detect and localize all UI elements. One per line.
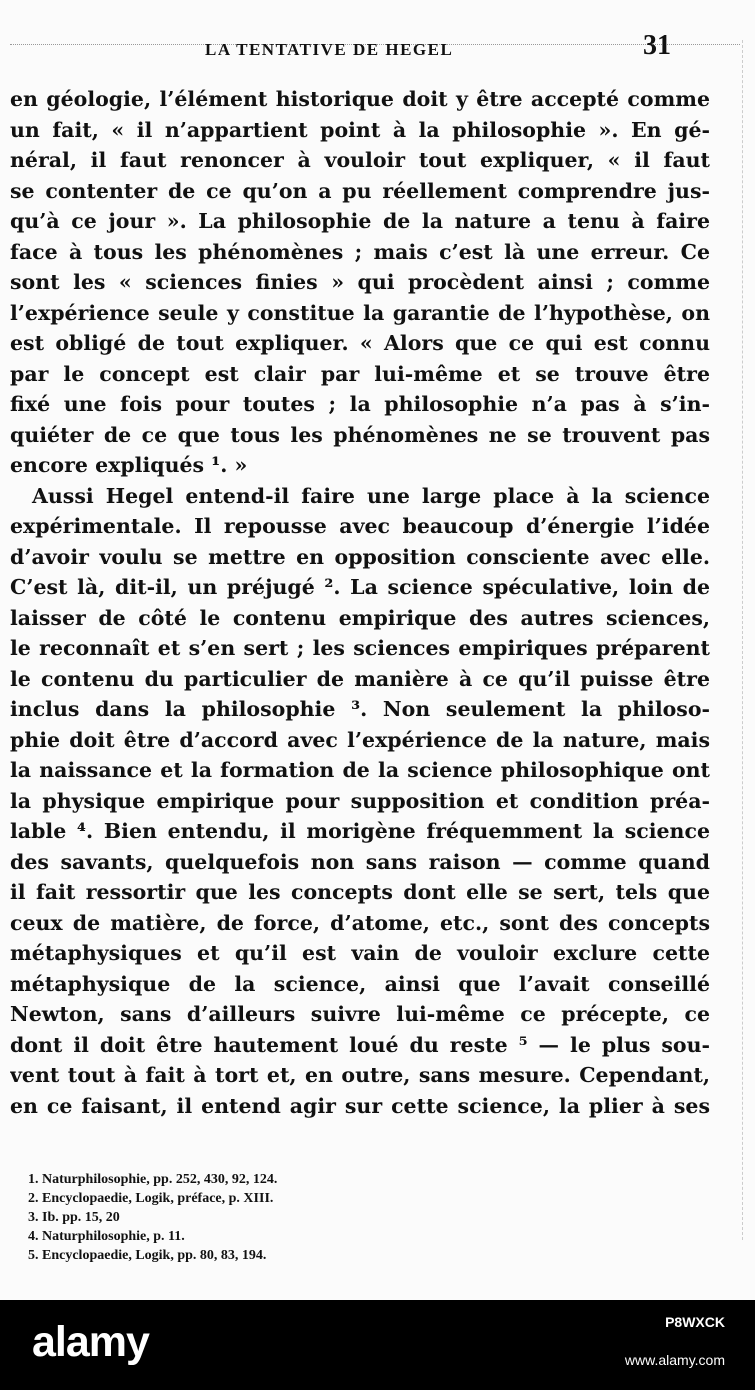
text-line: le contenu du particulier de manière à ce qu’il puisse être bbox=[10, 666, 710, 691]
text-line: le reconnaît et s’en sert ; les sciences empiriques préparent bbox=[10, 636, 710, 660]
text-line: se contenter de ce qu’on a pu réellement comprendre jus- bbox=[10, 178, 710, 203]
text-line: Aussi Hegel entend-il faire une large place à la science bbox=[32, 483, 710, 508]
text-line: ceux de matière, de force, d’atome, etc., sont des concepts bbox=[10, 910, 710, 935]
alamy-logo: alamy bbox=[32, 1318, 149, 1366]
footnote: 4. Naturphilosophie, p. 11. bbox=[28, 1229, 185, 1244]
text-line: métaphysiques et qu’il est vain de vouloir exclure cette bbox=[10, 941, 710, 965]
text-line: qu’à ce jour ». La philosophie de la nature a tenu à faire bbox=[10, 209, 710, 233]
text-line: l’expérience seule y constitue la garantie de l’hypothèse, on bbox=[10, 300, 710, 325]
footnote: 3. Ib. pp. 15, 20 bbox=[28, 1210, 120, 1225]
scan-margin-artifact bbox=[742, 40, 753, 1240]
site-url-label: www.alamy.com bbox=[624, 1352, 725, 1368]
text-line: phie doit être d’accord avec l’expérience de la nature, mais bbox=[10, 727, 710, 752]
body-text bbox=[10, 84, 710, 1121]
page-header bbox=[0, 30, 755, 64]
text-line: un fait, « il n’appartient point à la philosophie ». En gé- bbox=[10, 117, 710, 142]
text-line: dont il doit être hautement loué du reste ⁵ — le plus sou- bbox=[10, 1032, 710, 1057]
page-number: 31 bbox=[643, 30, 671, 61]
text-line: face à tous les phénomènes ; mais c’est là une erreur. Ce bbox=[10, 239, 710, 264]
text-line: expérimentale. Il repousse avec beaucoup d’énergie l’idée bbox=[10, 514, 710, 538]
running-head: LA TENTATIVE DE HEGEL bbox=[205, 40, 454, 59]
text-line: laisser de côté le contenu empirique des autres sciences, bbox=[10, 605, 710, 630]
text-line: la naissance et la formation de la science philosophique ont bbox=[10, 758, 710, 782]
text-line: est obligé de tout expliquer. « Alors que ce qui est connu bbox=[10, 331, 710, 355]
text-line: métaphysique de la science, ainsi que l’avait conseillé bbox=[10, 971, 710, 996]
text-line: il fait ressortir que les concepts dont elle se sert, tels que bbox=[10, 880, 710, 904]
footnote: 1. Naturphilosophie, pp. 252, 430, 92, 124. bbox=[28, 1172, 278, 1187]
text-line: sont les « sciences finies » qui procèdent ainsi ; comme bbox=[10, 270, 710, 294]
text-line: néral, il faut renoncer à vouloir tout expliquer, « il faut bbox=[10, 148, 710, 172]
text-line: encore expliqués ¹. » bbox=[10, 453, 248, 477]
text-line: quiéter de ce que tous les phénomènes ne se trouvent pas bbox=[10, 422, 710, 447]
text-line: par le concept est clair par lui-même et se trouve être bbox=[10, 361, 710, 386]
text-line: fixé une fois pour toutes ; la philosophie n’a pas à s’in- bbox=[10, 392, 710, 416]
footnotes bbox=[28, 1170, 728, 1265]
image-id-label: P8WXCK bbox=[665, 1314, 725, 1330]
text-line: C’est là, dit-il, un préjugé ². La science spéculative, loin de bbox=[10, 575, 710, 599]
text-line: en géologie, l’élément historique doit y être accepté comme bbox=[10, 87, 710, 111]
footnote: 2. Encyclopaedie, Logik, préface, p. XIII. bbox=[28, 1191, 274, 1206]
text-line: des savants, quelquefois non sans raison — comme quand bbox=[10, 849, 710, 874]
text-line: Newton, sans d’ailleurs suivre lui-même ce précepte, ce bbox=[10, 1002, 710, 1026]
text-line: vent tout à fait à tort et, en outre, sans mesure. Cependant, bbox=[10, 1063, 710, 1087]
text-line: en ce faisant, il entend agir sur cette science, la plier à ses bbox=[10, 1093, 710, 1118]
text-line: d’avoir voulu se mettre en opposition consciente avec elle. bbox=[10, 544, 710, 569]
text-line: la physique empirique pour supposition et condition préa- bbox=[10, 788, 710, 813]
text-line: inclus dans la philosophie ³. Non seulement la philoso- bbox=[10, 697, 710, 721]
text-line: lable ⁴. Bien entendu, il morigène fréquemment la science bbox=[10, 819, 710, 843]
footnote: 5. Encyclopaedie, Logik, pp. 80, 83, 194. bbox=[28, 1248, 267, 1263]
